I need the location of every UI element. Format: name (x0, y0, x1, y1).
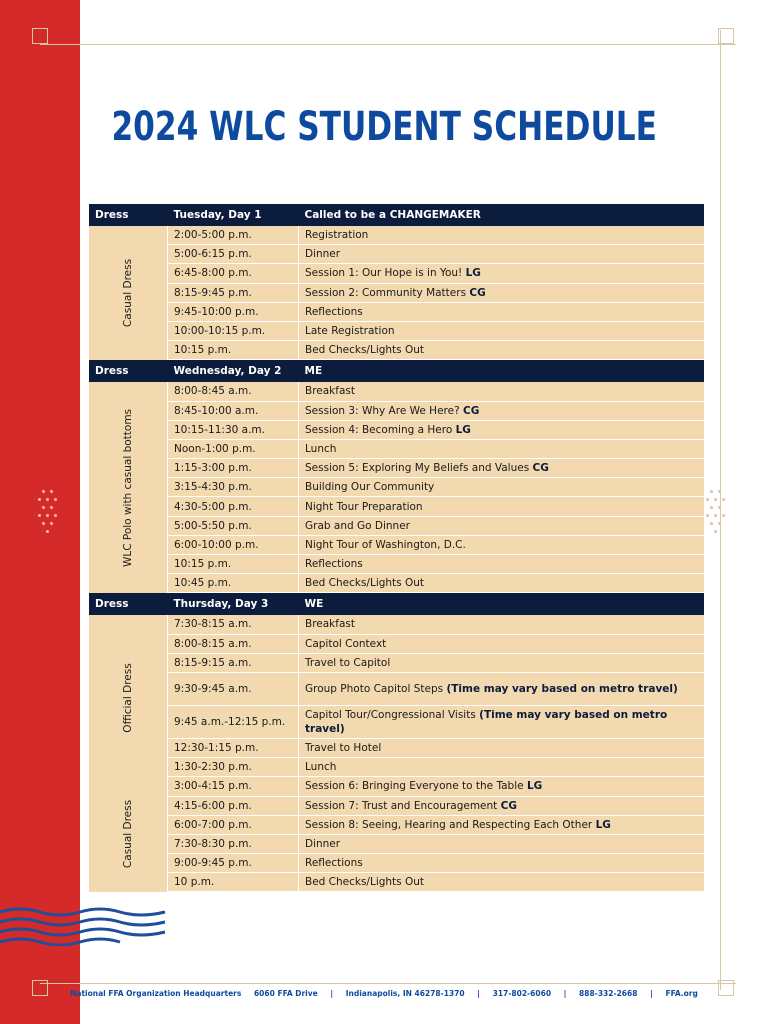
red-sidebar-band (0, 0, 80, 1024)
group-tag: LG (455, 423, 471, 436)
day-header-row (89, 360, 704, 383)
schedule-row (89, 615, 704, 634)
dot (54, 514, 57, 517)
dress-code-label: WLC Polo with casual bottoms (122, 408, 134, 567)
dot (50, 522, 53, 525)
day-header-row (89, 593, 704, 616)
activity-text: Lunch (305, 442, 337, 455)
activity-cell (299, 245, 705, 264)
schedule-row (89, 516, 704, 535)
activity-text: Session 8: Seeing, Hearing and Respecting Each Other (305, 818, 593, 831)
activity-cell (299, 834, 705, 853)
activity-cell (299, 574, 705, 593)
dot (50, 506, 53, 509)
activity-cell (299, 738, 705, 757)
activity-text: Night Tour of Washington, D.C. (305, 538, 466, 551)
schedule-row (89, 705, 704, 738)
footer-website: FFA.org (665, 989, 698, 998)
activity-text: Registration (305, 229, 369, 242)
footer-address: 6060 FFA Drive (253, 989, 318, 998)
time-cell: 4:15-6:00 p.m. (168, 796, 299, 815)
dress-column-header: Dress (89, 593, 168, 616)
group-tag: LG (595, 818, 611, 831)
dot (714, 530, 717, 533)
page-title: 2024 WLC STUDENT SCHEDULE (111, 104, 657, 150)
time-cell: 7:30-8:15 a.m. (168, 615, 299, 634)
dress-code-label: Official Dress (122, 663, 134, 734)
footer-phone: 888-332-2668 (579, 989, 638, 998)
activity-cell (299, 516, 705, 535)
time-cell: 2:00-5:00 p.m. (168, 226, 299, 245)
dot (42, 490, 45, 493)
activity-cell (299, 420, 705, 439)
footer-sep: | (477, 989, 480, 998)
time-cell: 4:30-5:00 p.m. (168, 497, 299, 516)
time-cell: 8:15-9:15 a.m. (168, 653, 299, 672)
activity-text: Session 4: Becoming a Hero (305, 423, 453, 436)
group-tag: CG (469, 286, 486, 299)
activity-text: Bed Checks/Lights Out (305, 577, 425, 590)
time-cell: 1:15-3:00 p.m. (168, 459, 299, 478)
schedule-row (89, 382, 704, 401)
activity-cell (299, 283, 705, 302)
wave-decoration (0, 906, 170, 946)
footer-contact (0, 989, 768, 998)
activity-cell (299, 264, 705, 283)
schedule-row (89, 873, 704, 892)
activity-cell (299, 705, 705, 738)
frame-right-line (720, 30, 721, 990)
activity-text: Building Our Community (305, 481, 435, 494)
dot (710, 490, 713, 493)
footer-org: National FFA Organization Headquarters (70, 989, 242, 998)
schedule-row (89, 321, 704, 340)
activity-cell (299, 873, 705, 892)
time-cell: 8:45-10:00 a.m. (168, 401, 299, 420)
time-cell: 6:00-10:00 p.m. (168, 535, 299, 554)
time-cell: 7:30-8:30 p.m. (168, 834, 299, 853)
activity-text: Session 2: Community Matters (305, 286, 467, 299)
activity-cell (299, 497, 705, 516)
day-title: Thursday, Day 3 (168, 593, 299, 616)
activity-cell (299, 615, 705, 634)
day-theme: ME (299, 360, 705, 383)
dot (718, 522, 721, 525)
schedule-row (89, 672, 704, 705)
frame-bottom-line (40, 983, 736, 984)
schedule-row (89, 459, 704, 478)
day-title: Tuesday, Day 1 (168, 204, 299, 226)
time-cell: 5:00-6:15 p.m. (168, 245, 299, 264)
dot (38, 514, 41, 517)
activity-text: Breakfast (305, 618, 355, 631)
schedule-row (89, 478, 704, 497)
activity-cell (299, 634, 705, 653)
activity-text: Session 5: Exploring My Beliefs and Values (305, 462, 530, 475)
time-cell: Noon-1:00 p.m. (168, 439, 299, 458)
activity-note: (Time may vary based on metro travel) (446, 682, 678, 695)
dot (722, 498, 725, 501)
time-cell: 12:30-1:15 p.m. (168, 738, 299, 757)
time-cell: 10:45 p.m. (168, 574, 299, 593)
schedule-row (89, 574, 704, 593)
footer-sep: | (330, 989, 334, 998)
dot (46, 498, 49, 501)
schedule-row (89, 535, 704, 554)
frame-corner-top-left (32, 28, 48, 44)
activity-text: Capitol Context (305, 637, 387, 650)
time-cell: 1:30-2:30 p.m. (168, 758, 299, 777)
day-header-row (89, 204, 704, 226)
dot (714, 498, 717, 501)
day-theme: Called to be a CHANGEMAKER (299, 204, 705, 226)
activity-text: Capitol Tour/Congressional Visits (305, 708, 476, 721)
activity-text: Session 6: Bringing Everyone to the Table (305, 780, 524, 793)
activity-cell (299, 401, 705, 420)
activity-text: Travel to Hotel (305, 742, 382, 755)
footer-city: Indianapolis, IN 46278-1370 (345, 989, 465, 998)
dot (706, 514, 709, 517)
activity-cell (299, 555, 705, 574)
time-cell: 10:15 p.m. (168, 341, 299, 360)
time-cell: 3:15-4:30 p.m. (168, 478, 299, 497)
schedule-row (89, 777, 704, 796)
activity-cell (299, 796, 705, 815)
time-cell: 10:15 p.m. (168, 555, 299, 574)
dress-code-label: Casual Dress (122, 258, 134, 327)
activity-cell (299, 459, 705, 478)
frame-top-line (40, 44, 736, 45)
group-tag: CG (463, 404, 480, 417)
schedule-row (89, 653, 704, 672)
schedule-row (89, 854, 704, 873)
dress-code-cell (89, 382, 168, 593)
activity-cell (299, 535, 705, 554)
schedule-row (89, 245, 704, 264)
time-cell: 5:00-5:50 p.m. (168, 516, 299, 535)
activity-cell (299, 439, 705, 458)
activity-cell (299, 758, 705, 777)
schedule-row (89, 264, 704, 283)
dot (718, 490, 721, 493)
schedule-row (89, 796, 704, 815)
schedule-row (89, 439, 704, 458)
activity-text: Reflections (305, 558, 363, 571)
activity-cell (299, 653, 705, 672)
time-cell: 6:45-8:00 p.m. (168, 264, 299, 283)
dot (710, 506, 713, 509)
activity-text: Travel to Capitol (305, 656, 391, 669)
dot (718, 506, 721, 509)
activity-text: Dinner (305, 248, 341, 261)
schedule-row (89, 341, 704, 360)
activity-cell (299, 321, 705, 340)
activity-text: Lunch (305, 761, 337, 774)
activity-text: Dinner (305, 837, 341, 850)
schedule-row (89, 555, 704, 574)
activity-cell (299, 226, 705, 245)
time-cell: 6:00-7:00 p.m. (168, 815, 299, 834)
time-cell: 9:30-9:45 a.m. (168, 672, 299, 705)
time-cell: 10:00-10:15 p.m. (168, 321, 299, 340)
activity-text: Session 1: Our Hope is in You! (305, 267, 463, 280)
activity-text: Session 3: Why Are We Here? (305, 404, 460, 417)
activity-text: Reflections (305, 857, 363, 870)
dot (38, 498, 41, 501)
dot (42, 522, 45, 525)
day-title: Wednesday, Day 2 (168, 360, 299, 383)
schedule-row (89, 834, 704, 853)
dot (714, 514, 717, 517)
activity-cell (299, 777, 705, 796)
dot (722, 514, 725, 517)
activity-cell (299, 672, 705, 705)
schedule-table (89, 204, 704, 892)
time-cell: 10 p.m. (168, 873, 299, 892)
group-tag: CG (532, 462, 549, 475)
schedule-row (89, 758, 704, 777)
dot (706, 498, 709, 501)
activity-note: (Time may vary based on metro travel) (305, 708, 668, 735)
time-cell: 9:45 a.m.-12:15 p.m. (168, 705, 299, 738)
activity-text: Late Registration (305, 325, 395, 338)
dress-code-cell (89, 615, 168, 892)
dress-column-header: Dress (89, 204, 168, 226)
activity-cell (299, 478, 705, 497)
time-cell: 9:45-10:00 p.m. (168, 302, 299, 321)
schedule-row (89, 226, 704, 245)
day-theme: WE (299, 593, 705, 616)
time-cell: 8:15-9:45 p.m. (168, 283, 299, 302)
activity-text: Session 7: Trust and Encouragement (305, 799, 498, 812)
schedule-row (89, 302, 704, 321)
footer-sep: | (650, 989, 653, 998)
time-cell: 10:15-11:30 a.m. (168, 420, 299, 439)
footer-phone: 317-802-6060 (492, 989, 552, 998)
footer-sep: | (563, 989, 567, 998)
dress-column-header: Dress (89, 360, 168, 383)
schedule-row (89, 401, 704, 420)
dot (46, 514, 49, 517)
dress-code-cell (89, 226, 168, 360)
dot (710, 522, 713, 525)
activity-text: Bed Checks/Lights Out (305, 876, 425, 889)
activity-text: Grab and Go Dinner (305, 519, 410, 532)
dress-code-label: Casual Dress (122, 799, 134, 868)
dot (50, 490, 53, 493)
activity-cell (299, 382, 705, 401)
time-cell: 8:00-8:15 a.m. (168, 634, 299, 653)
activity-cell (299, 854, 705, 873)
activity-cell (299, 302, 705, 321)
dot (46, 530, 49, 533)
dot (54, 498, 57, 501)
activity-cell (299, 815, 705, 834)
activity-text: Bed Checks/Lights Out (305, 344, 425, 357)
time-cell: 3:00-4:15 p.m. (168, 777, 299, 796)
frame-corner-top-right (718, 28, 734, 44)
schedule-row (89, 420, 704, 439)
activity-text: Breakfast (305, 385, 355, 398)
schedule-row (89, 738, 704, 757)
group-tag: LG (465, 267, 481, 280)
schedule-row (89, 634, 704, 653)
time-cell: 8:00-8:45 a.m. (168, 382, 299, 401)
schedule-row (89, 815, 704, 834)
schedule-row (89, 283, 704, 302)
schedule-row (89, 497, 704, 516)
dot (42, 506, 45, 509)
group-tag: CG (500, 799, 517, 812)
activity-cell (299, 341, 705, 360)
activity-text: Group Photo Capitol Steps (305, 682, 444, 695)
group-tag: LG (526, 780, 543, 793)
time-cell: 9:00-9:45 p.m. (168, 854, 299, 873)
activity-text: Night Tour Preparation (305, 500, 423, 513)
activity-text: Reflections (305, 305, 363, 318)
